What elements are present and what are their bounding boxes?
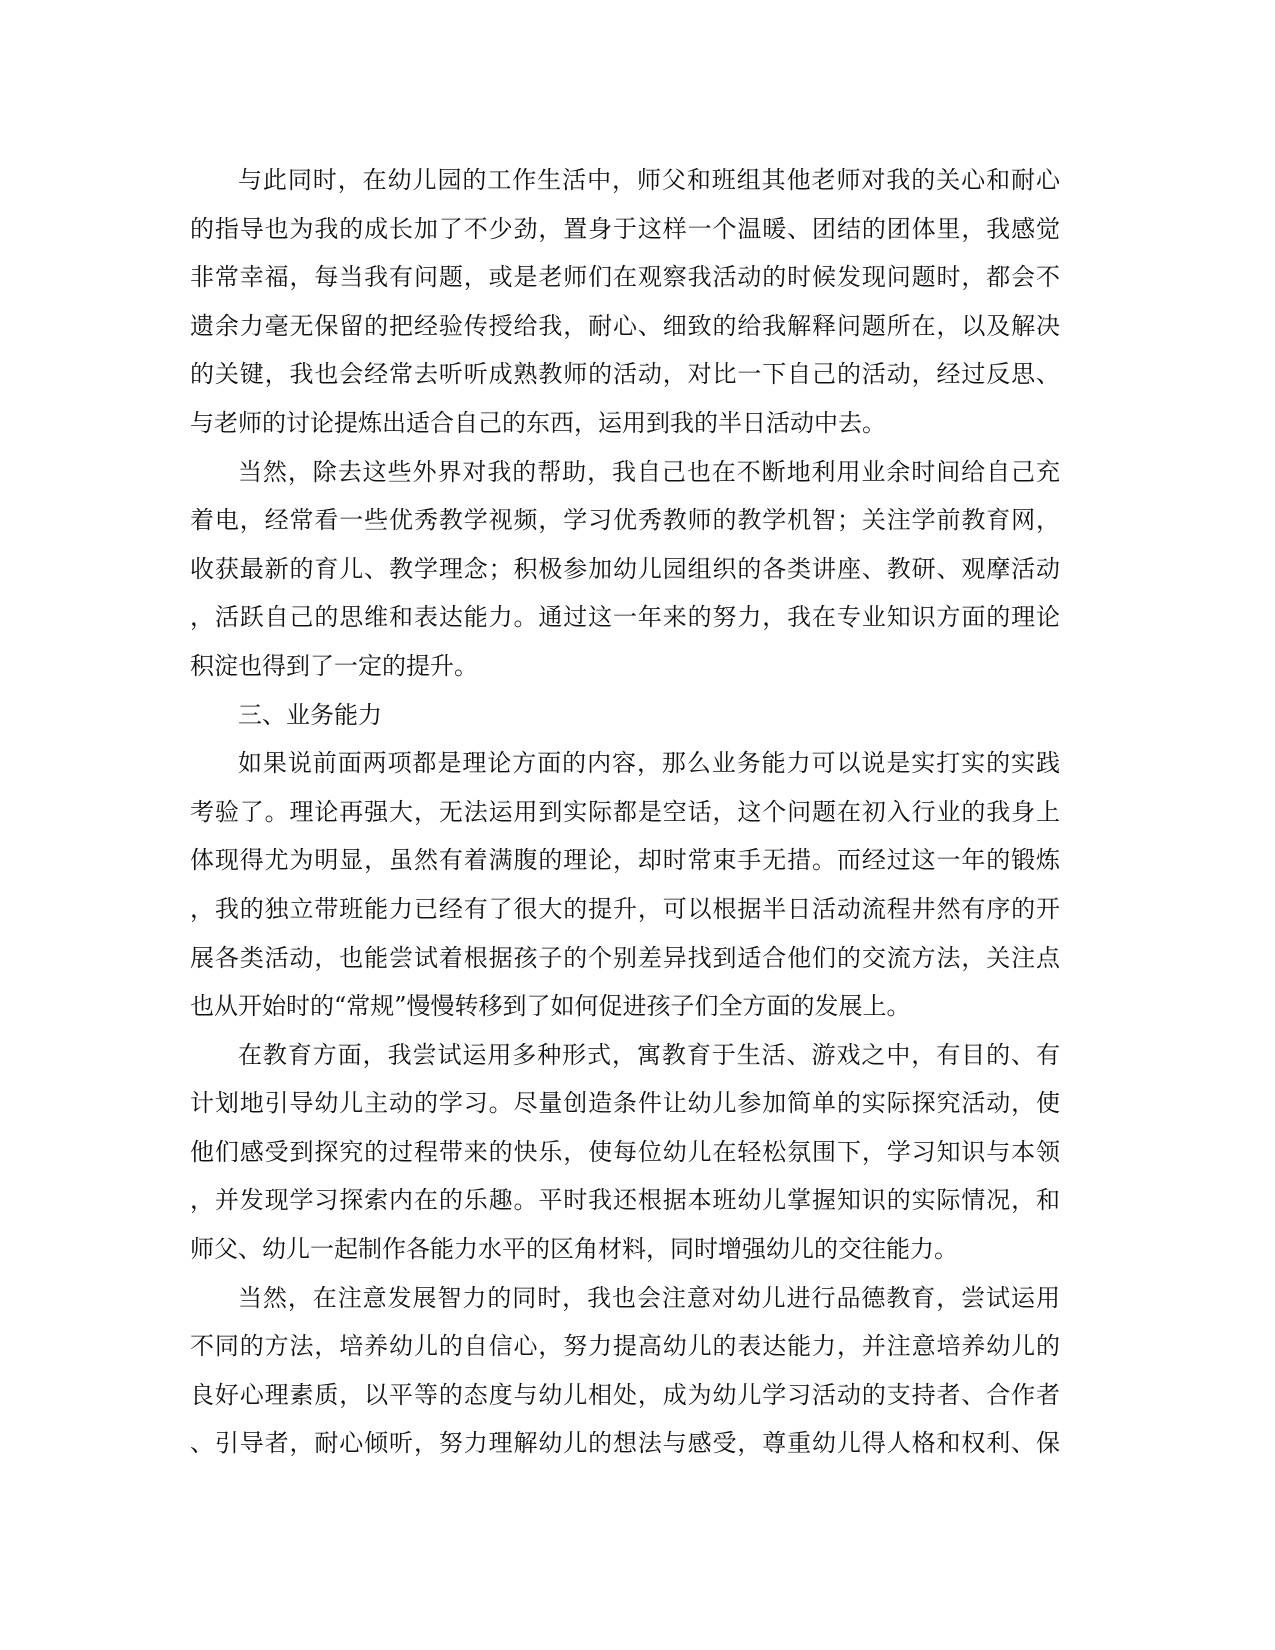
text-line: ，我的独立带班能力已经有了很大的提升，可以根据半日活动流程井然有序的开: [190, 894, 1060, 923]
text-line: 与此同时，在幼儿园的工作生活中，师父和班组其他老师对我的关心和耐心: [238, 166, 1060, 194]
text-line: 不同的方法，培养幼儿的自信心，努力提高幼儿的表达能力，并注意培养幼儿的: [190, 1332, 1060, 1361]
text-line: 遗余力毫无保留的把经验传授给我，耐心、细致的给我解释问题所在，以及解决: [190, 311, 1060, 340]
text-line: 当然，除去这些外界对我的帮助，我自己也在不断地利用业余时间给自己充: [238, 457, 1060, 486]
document-body: [190, 156, 1060, 1468]
text-line: 在教育方面，我尝试运用多种形式，寓教育于生活、游戏之中，有目的、有: [238, 1040, 1060, 1069]
text-line: 的关键，我也会经常去听听成熟教师的活动，对比一下自己的活动，经过反思、: [190, 360, 1060, 389]
text-line: 当然，在注意发展智力的同时，我也会注意对幼儿进行品德教育，尝试运用: [238, 1283, 1060, 1312]
text-line: 也从开始时的“常规”慢慢转移到了如何促进孩子们全方面的发展上。: [190, 992, 911, 1021]
text-line: ，活跃自己的思维和表达能力。通过这一年来的努力，我在专业知识方面的理论: [190, 603, 1060, 632]
text-line: 如果说前面两项都是理论方面的内容，那么业务能力可以说是实打实的实践: [238, 749, 1060, 778]
text-line: 良好心理素质，以平等的态度与幼儿相处，成为幼儿学习活动的支持者、合作者: [190, 1380, 1060, 1409]
text-line: 他们感受到探究的过程带来的快乐，使每位幼儿在轻松氛围下，学习知识与本领: [190, 1137, 1060, 1166]
text-line: 体现得尤为明显，虽然有着满腹的理论，却时常束手无措。而经过这一年的锻炼: [190, 846, 1060, 875]
text-line: 计划地引导幼儿主动的学习。尽量创造条件让幼儿参加简单的实际探究活动，使: [190, 1089, 1060, 1118]
text-line: 、引导者，耐心倾听，努力理解幼儿的想法与感受，尊重幼儿得人格和权利、保: [190, 1429, 1060, 1458]
text-line: 非常幸福，每当我有问题，或是老师们在观察我活动的时候发现问题时，都会不: [190, 263, 1060, 292]
text-line: 收获最新的育儿、教学理念；积极参加幼儿园组织的各类讲座、教研、观摩活动: [190, 554, 1060, 583]
section-heading: 三、业务能力: [238, 700, 382, 729]
text-line: 着电，经常看一些优秀教学视频，学习优秀教师的教学机智；关注学前教育网，: [190, 506, 1060, 535]
text-line: 展各类活动，也能尝试着根据孩子的个别差异找到适合他们的交流方法，关注点: [190, 943, 1060, 972]
text-line: 的指导也为我的成长加了不少劲，置身于这样一个温暖、团结的团体里，我感觉: [190, 214, 1060, 243]
text-line: ，并发现学习探索内在的乐趣。平时我还根据本班幼儿掌握知识的实际情况，和: [190, 1186, 1060, 1215]
text-line: 师父、幼儿一起制作各能力水平的区角材料，同时增强幼儿的交往能力。: [190, 1235, 958, 1264]
text-line: 与老师的讨论提炼出适合自己的东西，运用到我的半日活动中去。: [190, 408, 886, 437]
text-line: 考验了。理论再强大，无法运用到实际都是空话，这个问题在初入行业的我身上: [190, 797, 1060, 826]
text-line: 积淀也得到了一定的提升。: [190, 651, 478, 680]
